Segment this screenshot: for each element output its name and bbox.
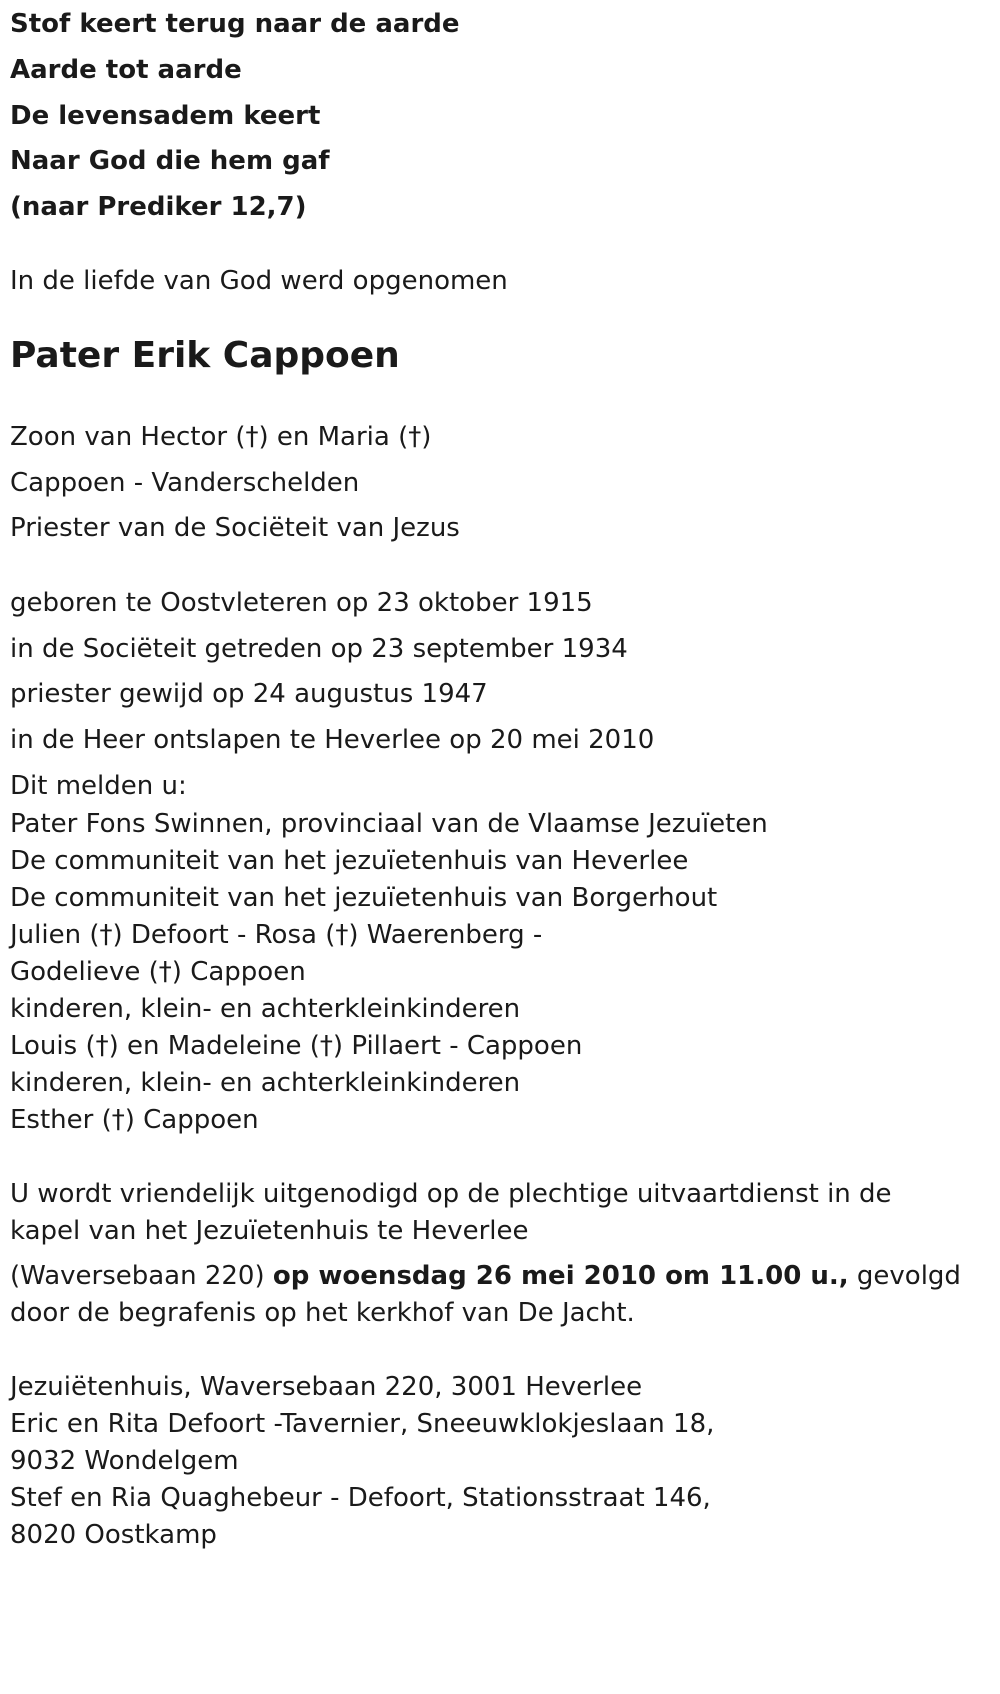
verse-line: Stof keert terug naar de aarde (10, 9, 460, 39)
order-line: Priester van de Sociëteit van Jezus (10, 513, 460, 543)
intro-text: In de liefde van God werd opgenomen (10, 266, 508, 296)
announcer-line: kinderen, klein- en achterkleinkinderen (10, 994, 521, 1024)
deceased-name: Pater Erik Cappoen (10, 335, 400, 376)
invitation-line: U wordt vriendelijk uitgenodigd op de plechtige uitvaartdienst in de (10, 1179, 892, 1209)
date-line: in de Heer ontslapen te Heverlee op 20 mei 2010 (10, 725, 655, 755)
invitation-address: (Waversebaan 220) (10, 1261, 273, 1291)
date-line: geboren te Oostvleteren op 23 oktober 1915 (10, 588, 593, 618)
announcer-line: Dit melden u: (10, 771, 187, 801)
announcer-line: Esther (†) Cappoen (10, 1105, 259, 1135)
date-line: in de Sociëteit getreden op 23 september 1934 (10, 634, 628, 664)
address-line: Jezuiëtenhuis, Waversebaan 220, 3001 Heverlee (10, 1372, 643, 1402)
date-line: priester gewijd op 24 augustus 1947 (10, 679, 488, 709)
verse-reference: (naar Prediker 12,7) (10, 192, 307, 222)
address-line: 8020 Oostkamp (10, 1520, 217, 1550)
invitation-line (10, 1258, 961, 1294)
parents-line: Cappoen - Vanderschelden (10, 468, 360, 498)
verse-line: De levensadem keert (10, 101, 321, 131)
service-date-time: op woensdag 26 mei 2010 om 11.00 u., (272, 1261, 849, 1291)
announcer-line: De communiteit van het jezuïetenhuis van Heverlee (10, 846, 689, 876)
parents-line: Zoon van Hector (†) en Maria (†) (10, 422, 432, 452)
announcer-line: Pater Fons Swinnen, provinciaal van de Vlaamse Jezuïeten (10, 809, 768, 839)
verse-line: Aarde tot aarde (10, 55, 242, 85)
announcer-line: De communiteit van het jezuïetenhuis van Borgerhout (10, 883, 718, 913)
announcer-line: Julien (†) Defoort - Rosa (†) Waerenberg - (10, 920, 543, 950)
announcer-line: kinderen, klein- en achterkleinkinderen (10, 1068, 521, 1098)
invitation-line: door de begrafenis op het kerkhof van De Jacht. (10, 1298, 635, 1328)
address-line: 9032 Wondelgem (10, 1446, 239, 1476)
announcer-line: Louis (†) en Madeleine (†) Pillaert - Cappoen (10, 1031, 583, 1061)
invitation-continuation: gevolgd (848, 1261, 961, 1291)
invitation-line: kapel van het Jezuïetenhuis te Heverlee (10, 1216, 529, 1246)
address-line: Stef en Ria Quaghebeur - Defoort, Stationsstraat 146, (10, 1483, 711, 1513)
announcer-line: Godelieve (†) Cappoen (10, 957, 306, 987)
address-line: Eric en Rita Defoort -Tavernier, Sneeuwklokjeslaan 18, (10, 1409, 715, 1439)
verse-line: Naar God die hem gaf (10, 146, 330, 176)
